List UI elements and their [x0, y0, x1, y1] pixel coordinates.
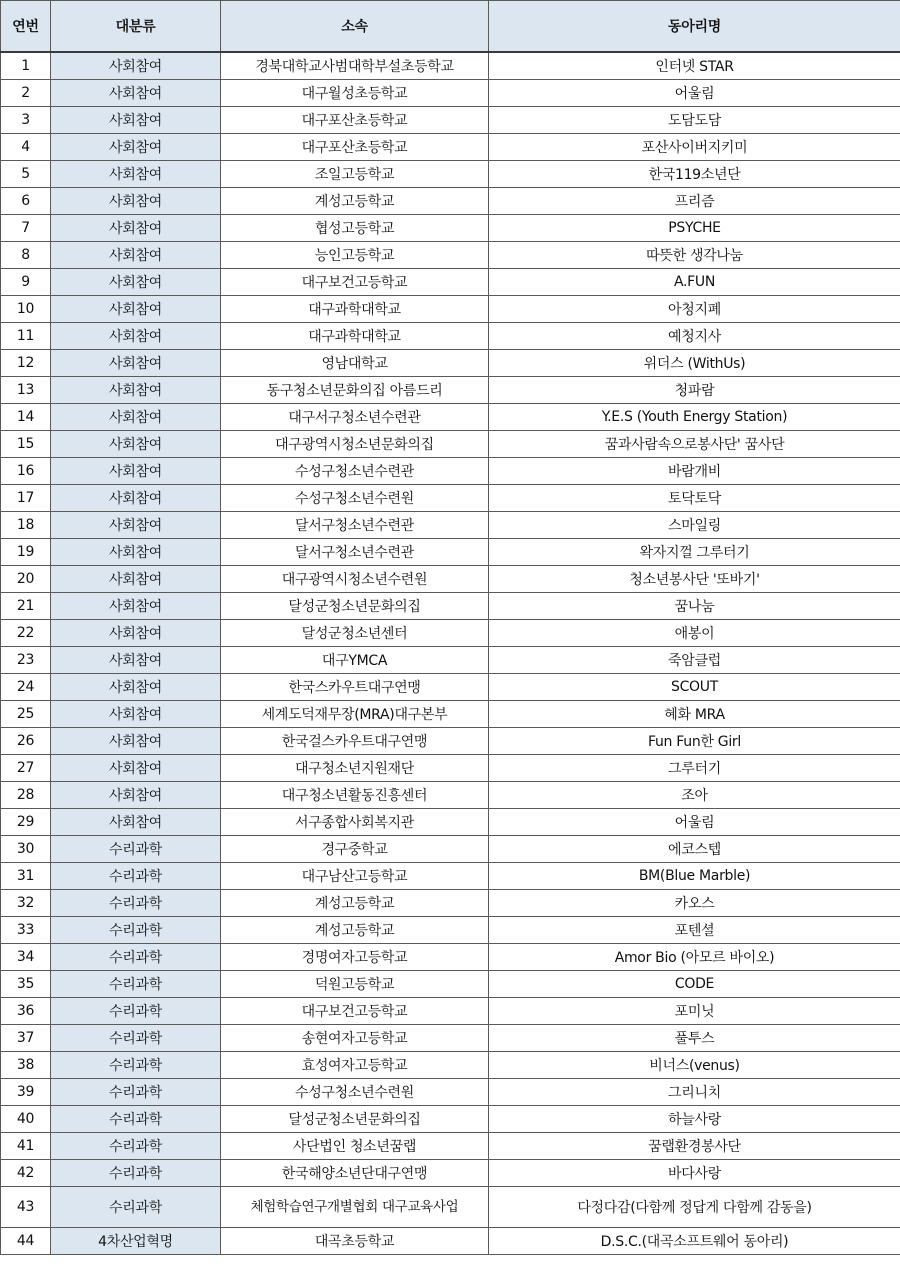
row-club-name: 에코스텝 — [489, 836, 900, 863]
row-category: 사회참여 — [51, 566, 221, 593]
row-category: 사회참여 — [51, 539, 221, 566]
row-affiliation: 한국해양소년단대구연맹 — [221, 1160, 489, 1187]
row-affiliation: 대구과학대학교 — [221, 323, 489, 350]
table-body — [1, 52, 900, 1255]
row-club-name: D.S.C.(대곡소프트웨어 동아리) — [489, 1228, 900, 1255]
row-number: 26 — [1, 728, 51, 755]
row-number: 40 — [1, 1106, 51, 1133]
table-row — [1, 134, 900, 161]
row-number: 14 — [1, 404, 51, 431]
row-number: 27 — [1, 755, 51, 782]
row-number: 11 — [1, 323, 51, 350]
table-row — [1, 431, 900, 458]
row-number: 3 — [1, 107, 51, 134]
row-club-name: PSYCHE — [489, 215, 900, 242]
table-row — [1, 296, 900, 323]
table-row — [1, 269, 900, 296]
row-number: 8 — [1, 242, 51, 269]
row-club-name: 풀투스 — [489, 1025, 900, 1052]
row-club-name: 스마일링 — [489, 512, 900, 539]
row-club-name: 포미닛 — [489, 998, 900, 1025]
row-category: 사회참여 — [51, 512, 221, 539]
row-number: 30 — [1, 836, 51, 863]
row-affiliation: 대구남산고등학교 — [221, 863, 489, 890]
row-club-name: CODE — [489, 971, 900, 998]
table-row — [1, 809, 900, 836]
table-row — [1, 1106, 900, 1133]
row-affiliation: 달성군청소년문화의집 — [221, 1106, 489, 1133]
row-number: 29 — [1, 809, 51, 836]
table-row — [1, 620, 900, 647]
row-affiliation: 대구보건고등학교 — [221, 269, 489, 296]
row-category: 수리과학 — [51, 1106, 221, 1133]
row-affiliation: 수성구청소년수련원 — [221, 1079, 489, 1106]
row-affiliation: 대구과학대학교 — [221, 296, 489, 323]
row-club-name: 다정다감(다함께 정답게 다함께 감동을) — [489, 1187, 900, 1228]
row-number: 28 — [1, 782, 51, 809]
row-number: 44 — [1, 1228, 51, 1255]
table-row — [1, 1160, 900, 1187]
row-category: 수리과학 — [51, 998, 221, 1025]
table-row — [1, 971, 900, 998]
table-row — [1, 782, 900, 809]
row-affiliation: 대구YMCA — [221, 647, 489, 674]
row-number: 20 — [1, 566, 51, 593]
row-category: 사회참여 — [51, 620, 221, 647]
row-affiliation: 사단법인 청소년꿈랩 — [221, 1133, 489, 1160]
row-affiliation: 조일고등학교 — [221, 161, 489, 188]
table-row — [1, 485, 900, 512]
row-number: 13 — [1, 377, 51, 404]
row-affiliation: 계성고등학교 — [221, 890, 489, 917]
row-category: 사회참여 — [51, 161, 221, 188]
row-category: 사회참여 — [51, 350, 221, 377]
table-row — [1, 836, 900, 863]
row-number: 2 — [1, 80, 51, 107]
row-club-name: 프리즘 — [489, 188, 900, 215]
row-category: 사회참여 — [51, 647, 221, 674]
row-category: 사회참여 — [51, 188, 221, 215]
row-number: 16 — [1, 458, 51, 485]
row-affiliation: 한국걸스카우트대구연맹 — [221, 728, 489, 755]
row-affiliation: 서구종합사회복지관 — [221, 809, 489, 836]
row-club-name: 어울림 — [489, 809, 900, 836]
row-number: 36 — [1, 998, 51, 1025]
row-category: 사회참여 — [51, 701, 221, 728]
row-club-name: 바다사랑 — [489, 1160, 900, 1187]
row-club-name: Y.E.S (Youth Energy Station) — [489, 404, 900, 431]
row-number: 42 — [1, 1160, 51, 1187]
table-row — [1, 917, 900, 944]
row-category: 수리과학 — [51, 836, 221, 863]
row-number: 25 — [1, 701, 51, 728]
row-number: 24 — [1, 674, 51, 701]
row-number: 39 — [1, 1079, 51, 1106]
row-number: 9 — [1, 269, 51, 296]
row-club-name: BM(Blue Marble) — [489, 863, 900, 890]
row-category: 사회참여 — [51, 242, 221, 269]
row-category: 사회참여 — [51, 215, 221, 242]
row-category: 사회참여 — [51, 458, 221, 485]
table-row — [1, 647, 900, 674]
row-category: 사회참여 — [51, 269, 221, 296]
row-affiliation: 체험학습연구개별협회 대구교육사업 — [221, 1187, 489, 1228]
row-club-name: 비너스(venus) — [489, 1052, 900, 1079]
table-row — [1, 188, 900, 215]
row-affiliation: 영남대학교 — [221, 350, 489, 377]
row-affiliation: 대구청소년지원재단 — [221, 755, 489, 782]
header-row — [1, 1, 900, 53]
row-affiliation: 대구광역시청소년문화의집 — [221, 431, 489, 458]
table-row — [1, 1052, 900, 1079]
row-affiliation: 경명여자고등학교 — [221, 944, 489, 971]
row-club-name: 그리니치 — [489, 1079, 900, 1106]
row-number: 1 — [1, 52, 51, 80]
row-category: 수리과학 — [51, 890, 221, 917]
row-affiliation: 경북대학교사범대학부설초등학교 — [221, 52, 489, 80]
table-row — [1, 1133, 900, 1160]
row-affiliation: 대구청소년활동진흥센터 — [221, 782, 489, 809]
row-category: 수리과학 — [51, 1187, 221, 1228]
row-number: 43 — [1, 1187, 51, 1228]
table-row — [1, 890, 900, 917]
row-affiliation: 대구광역시청소년수련원 — [221, 566, 489, 593]
table-row — [1, 593, 900, 620]
row-club-name: 인터넷 STAR — [489, 52, 900, 80]
row-category: 사회참여 — [51, 755, 221, 782]
row-category: 사회참여 — [51, 296, 221, 323]
row-club-name: 애봉이 — [489, 620, 900, 647]
row-category: 사회참여 — [51, 377, 221, 404]
row-club-name: A.FUN — [489, 269, 900, 296]
row-category: 수리과학 — [51, 1052, 221, 1079]
row-number: 17 — [1, 485, 51, 512]
row-category: 수리과학 — [51, 863, 221, 890]
row-club-name: Amor Bio (아모르 바이오) — [489, 944, 900, 971]
table-row — [1, 944, 900, 971]
row-number: 5 — [1, 161, 51, 188]
row-club-name: 꿈나눔 — [489, 593, 900, 620]
row-affiliation: 동구청소년문화의집 아름드리 — [221, 377, 489, 404]
table-row — [1, 161, 900, 188]
table-row — [1, 998, 900, 1025]
row-category: 수리과학 — [51, 944, 221, 971]
table-row — [1, 1025, 900, 1052]
row-number: 41 — [1, 1133, 51, 1160]
row-club-name: 따뜻한 생각나눔 — [489, 242, 900, 269]
table-row — [1, 323, 900, 350]
row-club-name: 위더스 (WithUs) — [489, 350, 900, 377]
row-number: 18 — [1, 512, 51, 539]
row-club-name: 청소년봉사단 '또바기' — [489, 566, 900, 593]
row-category: 사회참여 — [51, 134, 221, 161]
row-club-name: 포텐셜 — [489, 917, 900, 944]
row-club-name: 혜화 MRA — [489, 701, 900, 728]
row-club-name: 한국119소년단 — [489, 161, 900, 188]
row-club-name: 왁자지껄 그루터기 — [489, 539, 900, 566]
row-category: 사회참여 — [51, 593, 221, 620]
row-affiliation: 한국스카우트대구연맹 — [221, 674, 489, 701]
row-affiliation: 대구월성초등학교 — [221, 80, 489, 107]
row-category: 수리과학 — [51, 1160, 221, 1187]
row-category: 사회참여 — [51, 80, 221, 107]
row-affiliation: 능인고등학교 — [221, 242, 489, 269]
row-category: 수리과학 — [51, 917, 221, 944]
row-category: 사회참여 — [51, 404, 221, 431]
row-affiliation: 송현여자고등학교 — [221, 1025, 489, 1052]
table-row — [1, 107, 900, 134]
row-category: 사회참여 — [51, 107, 221, 134]
row-affiliation: 수성구청소년수련원 — [221, 485, 489, 512]
row-club-name: 그루터기 — [489, 755, 900, 782]
table-row — [1, 80, 900, 107]
table-row — [1, 674, 900, 701]
row-club-name: 아청지폐 — [489, 296, 900, 323]
row-affiliation: 경구중학교 — [221, 836, 489, 863]
row-category: 사회참여 — [51, 485, 221, 512]
row-category: 수리과학 — [51, 1025, 221, 1052]
row-affiliation: 대구포산초등학교 — [221, 107, 489, 134]
row-category: 사회참여 — [51, 728, 221, 755]
row-number: 10 — [1, 296, 51, 323]
row-category: 사회참여 — [51, 674, 221, 701]
row-affiliation: 대구포산초등학교 — [221, 134, 489, 161]
table-row — [1, 350, 900, 377]
row-affiliation: 협성고등학교 — [221, 215, 489, 242]
row-affiliation: 달서구청소년수련관 — [221, 512, 489, 539]
table-row — [1, 1228, 900, 1255]
row-number: 15 — [1, 431, 51, 458]
row-club-name: 꿈랩환경봉사단 — [489, 1133, 900, 1160]
row-club-name: 카오스 — [489, 890, 900, 917]
row-number: 21 — [1, 593, 51, 620]
table-row — [1, 863, 900, 890]
row-club-name: 토닥토닥 — [489, 485, 900, 512]
table-row — [1, 215, 900, 242]
table-row — [1, 566, 900, 593]
row-affiliation: 달성군청소년센터 — [221, 620, 489, 647]
table-row — [1, 404, 900, 431]
table-row — [1, 458, 900, 485]
table-row — [1, 1187, 900, 1228]
table-row — [1, 701, 900, 728]
row-affiliation: 대곡초등학교 — [221, 1228, 489, 1255]
row-club-name: 청파람 — [489, 377, 900, 404]
row-affiliation: 세계도덕재무장(MRA)대구본부 — [221, 701, 489, 728]
row-number: 31 — [1, 863, 51, 890]
row-club-name: 꿈과사람속으로봉사단' 꿈사단 — [489, 431, 900, 458]
table-row — [1, 242, 900, 269]
row-affiliation: 대구보건고등학교 — [221, 998, 489, 1025]
row-affiliation: 계성고등학교 — [221, 188, 489, 215]
row-affiliation: 수성구청소년수련관 — [221, 458, 489, 485]
row-club-name: SCOUT — [489, 674, 900, 701]
row-number: 34 — [1, 944, 51, 971]
row-affiliation: 대구서구청소년수련관 — [221, 404, 489, 431]
row-category: 사회참여 — [51, 52, 221, 80]
row-affiliation: 계성고등학교 — [221, 917, 489, 944]
table-row — [1, 52, 900, 80]
row-category: 사회참여 — [51, 782, 221, 809]
table-row — [1, 755, 900, 782]
row-number: 4 — [1, 134, 51, 161]
row-club-name: 포산사이버지키미 — [489, 134, 900, 161]
row-number: 38 — [1, 1052, 51, 1079]
row-number: 22 — [1, 620, 51, 647]
table-row — [1, 728, 900, 755]
row-number: 33 — [1, 917, 51, 944]
row-number: 12 — [1, 350, 51, 377]
row-number: 32 — [1, 890, 51, 917]
row-number: 23 — [1, 647, 51, 674]
row-number: 37 — [1, 1025, 51, 1052]
row-category: 사회참여 — [51, 323, 221, 350]
row-club-name: Fun Fun한 Girl — [489, 728, 900, 755]
header-club: 동아리명 — [489, 1, 900, 53]
row-affiliation: 달성군청소년문화의집 — [221, 593, 489, 620]
table-row — [1, 512, 900, 539]
table-row — [1, 1079, 900, 1106]
header-category: 대분류 — [51, 1, 221, 53]
row-club-name: 예청지사 — [489, 323, 900, 350]
row-club-name: 어울림 — [489, 80, 900, 107]
header-no: 연번 — [1, 1, 51, 53]
row-affiliation: 달서구청소년수련관 — [221, 539, 489, 566]
table-row — [1, 539, 900, 566]
row-club-name: 도담도담 — [489, 107, 900, 134]
row-affiliation: 효성여자고등학교 — [221, 1052, 489, 1079]
row-affiliation: 덕원고등학교 — [221, 971, 489, 998]
row-club-name: 하늘사랑 — [489, 1106, 900, 1133]
header-affiliation: 소속 — [221, 1, 489, 53]
row-number: 6 — [1, 188, 51, 215]
table-row — [1, 377, 900, 404]
row-category: 4차산업혁명 — [51, 1228, 221, 1255]
row-club-name: 조아 — [489, 782, 900, 809]
row-number: 35 — [1, 971, 51, 998]
row-category: 사회참여 — [51, 431, 221, 458]
row-category: 수리과학 — [51, 1079, 221, 1106]
row-number: 7 — [1, 215, 51, 242]
row-number: 19 — [1, 539, 51, 566]
row-category: 수리과학 — [51, 1133, 221, 1160]
row-category: 사회참여 — [51, 809, 221, 836]
row-club-name: 바람개비 — [489, 458, 900, 485]
row-category: 수리과학 — [51, 971, 221, 998]
row-club-name: 죽암클럽 — [489, 647, 900, 674]
